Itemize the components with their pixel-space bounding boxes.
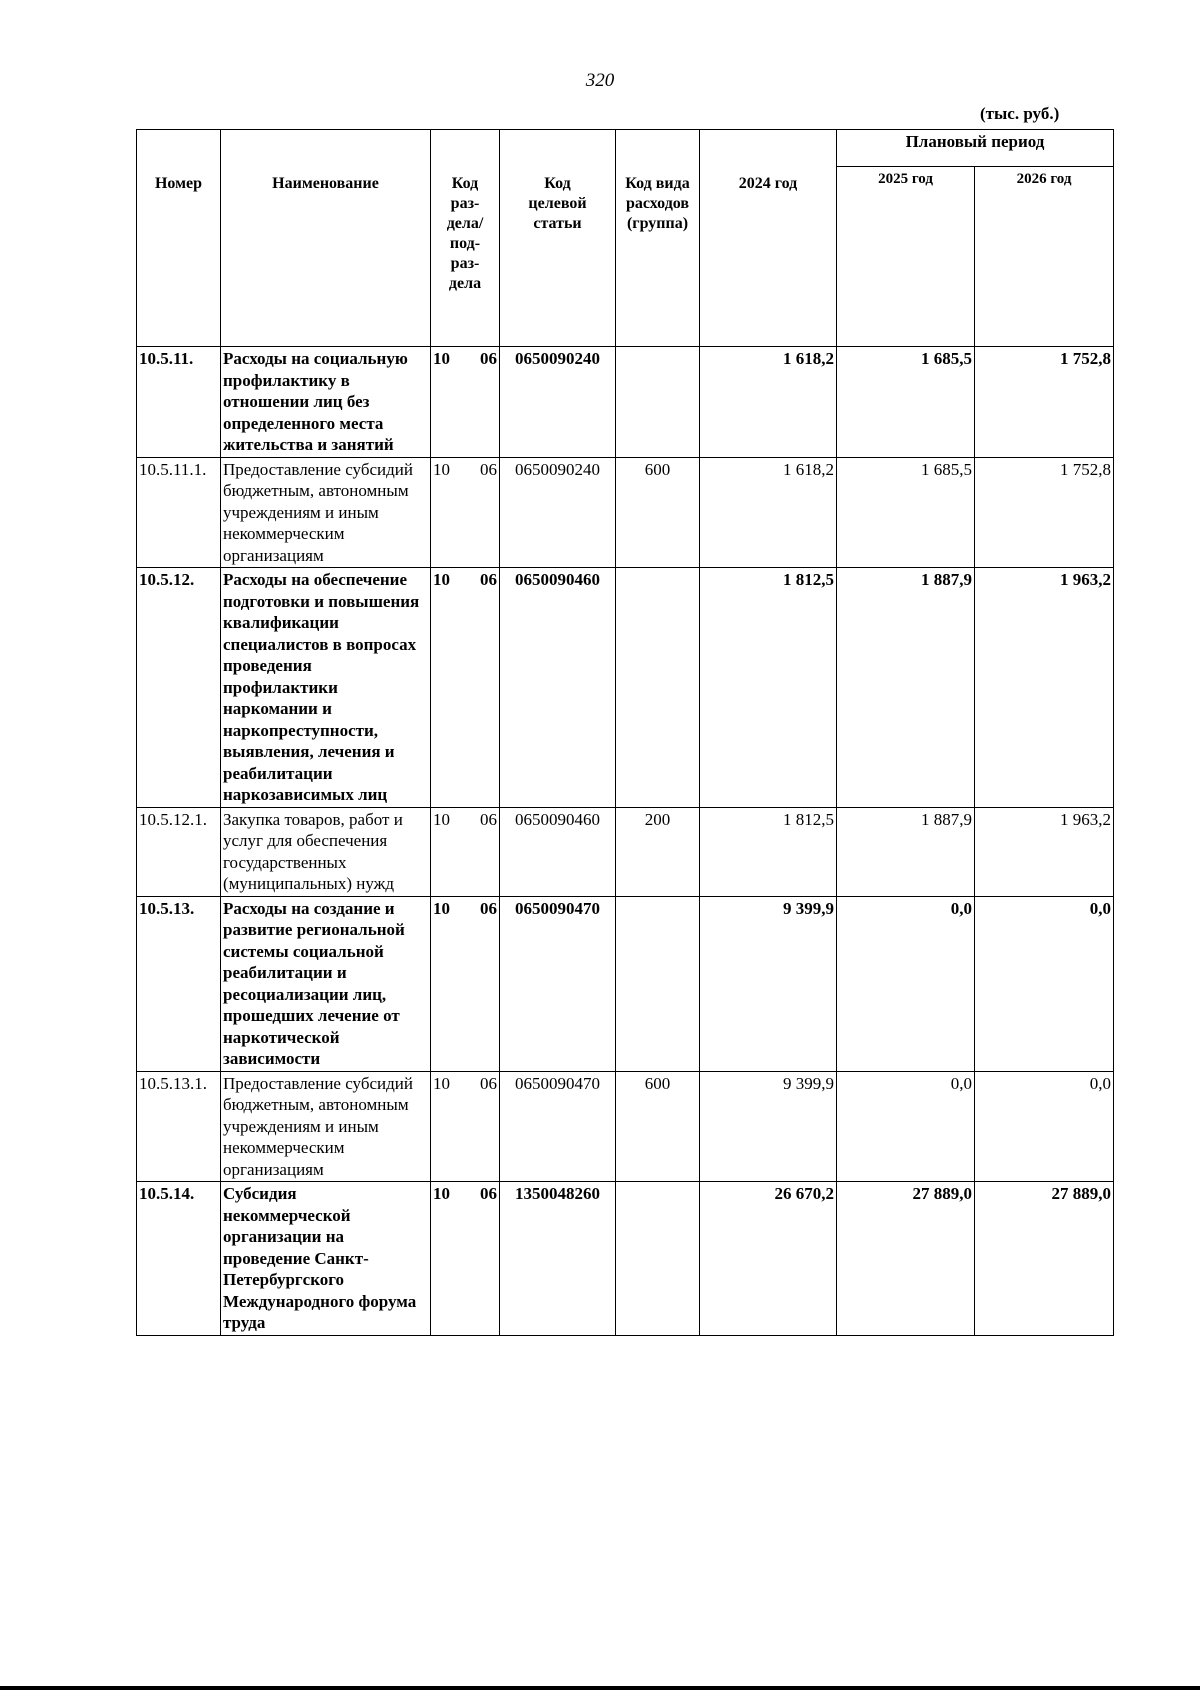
row-year-2026: 1 963,2 xyxy=(975,568,1114,808)
scan-bottom-edge xyxy=(0,1686,1200,1690)
row-section: 10 xyxy=(433,570,450,589)
row-target-code: 0650090470 xyxy=(500,896,616,1071)
row-year-2025: 1 685,5 xyxy=(837,347,975,458)
header-target-code-text: Код целевой статьи xyxy=(528,175,587,232)
row-section-code xyxy=(431,807,500,896)
row-expense-type: 600 xyxy=(616,457,700,568)
table-row xyxy=(137,457,1114,568)
row-section-code xyxy=(431,1182,500,1336)
header-section-code xyxy=(431,130,500,347)
units-label: (тыс. руб.) xyxy=(980,104,1060,123)
row-year-2024: 9 399,9 xyxy=(700,1071,837,1182)
row-year-2025: 0,0 xyxy=(837,1071,975,1182)
table-row xyxy=(137,568,1114,808)
row-expense-type: 200 xyxy=(616,807,700,896)
row-subsection: 06 xyxy=(480,570,497,589)
row-subsection: 06 xyxy=(480,1073,497,1093)
row-name: Предоставление субсидий бюджетным, автономным учреждениям и иным некоммерческим организациям xyxy=(221,457,431,568)
row-year-2026: 1 963,2 xyxy=(975,807,1114,896)
row-expense-type xyxy=(616,1182,700,1336)
row-target-code: 0650090460 xyxy=(500,568,616,808)
row-target-code: 0650090240 xyxy=(500,457,616,568)
row-expense-type xyxy=(616,896,700,1071)
row-target-code: 1350048260 xyxy=(500,1182,616,1336)
row-target-code: 0650090470 xyxy=(500,1071,616,1182)
row-year-2026: 27 889,0 xyxy=(975,1182,1114,1336)
row-section-code xyxy=(431,347,500,458)
row-year-2025: 1 887,9 xyxy=(837,568,975,808)
row-section-code xyxy=(431,568,500,808)
row-expense-type: 600 xyxy=(616,1071,700,1182)
row-year-2024: 1 618,2 xyxy=(700,457,837,568)
header-row xyxy=(137,130,1114,167)
row-subsection: 06 xyxy=(480,1184,497,1203)
header-number: Номер xyxy=(137,130,221,347)
row-section: 10 xyxy=(433,349,450,368)
header-year-2024: 2024 год xyxy=(700,130,837,347)
row-number: 10.5.12.1. xyxy=(137,807,221,896)
header-section-code-text: Код раз-дела/ под-раз-дела xyxy=(446,175,484,292)
header-year-2026: 2026 год xyxy=(975,167,1114,347)
page-number: 320 xyxy=(585,70,615,91)
header-expense-type: Код вида расходов (группа) xyxy=(616,130,700,347)
table-row xyxy=(137,1071,1114,1182)
row-subsection: 06 xyxy=(480,459,497,479)
table-row xyxy=(137,1182,1114,1336)
row-section: 10 xyxy=(433,1184,450,1203)
row-year-2024: 9 399,9 xyxy=(700,896,837,1071)
row-subsection: 06 xyxy=(480,898,497,918)
row-target-code: 0650090460 xyxy=(500,807,616,896)
row-name: Закупка товаров, работ и услуг для обеспечения государственных (муниципальных) нужд xyxy=(221,807,431,896)
row-name: Расходы на обеспечение подготовки и повышения квалификации специалистов в вопросах проведения профилактики наркомании и наркопреступности, выявления, лечения и реабилитации наркозависимых лиц xyxy=(221,568,431,808)
header-planned-period: Плановый период xyxy=(837,130,1114,167)
row-subsection: 06 xyxy=(480,349,497,368)
row-expense-type xyxy=(616,568,700,808)
table-row xyxy=(137,896,1114,1071)
header-name: Наименование xyxy=(221,130,431,347)
row-year-2025: 0,0 xyxy=(837,896,975,1071)
row-year-2024: 1 812,5 xyxy=(700,807,837,896)
budget-table xyxy=(136,129,1114,1336)
row-year-2026: 0,0 xyxy=(975,896,1114,1071)
row-number: 10.5.11. xyxy=(137,347,221,458)
row-year-2026: 1 752,8 xyxy=(975,457,1114,568)
row-number: 10.5.13. xyxy=(137,896,221,1071)
row-year-2026: 1 752,8 xyxy=(975,347,1114,458)
row-section: 10 xyxy=(433,809,450,829)
row-subsection: 06 xyxy=(480,809,497,829)
row-section: 10 xyxy=(433,459,450,479)
row-expense-type xyxy=(616,347,700,458)
row-number: 10.5.14. xyxy=(137,1182,221,1336)
row-year-2024: 26 670,2 xyxy=(700,1182,837,1336)
row-section: 10 xyxy=(433,1073,450,1093)
table-row xyxy=(137,807,1114,896)
row-name: Субсидия некоммерческой организации на проведение Санкт-Петербургского Международного форума труда xyxy=(221,1182,431,1336)
row-section: 10 xyxy=(433,898,450,918)
row-target-code: 0650090240 xyxy=(500,347,616,458)
row-section-code xyxy=(431,896,500,1071)
row-section-code xyxy=(431,1071,500,1182)
row-year-2025: 27 889,0 xyxy=(837,1182,975,1336)
row-name: Расходы на социальную профилактику в отношении лиц без определенного места жительства и занятий xyxy=(221,347,431,458)
row-year-2024: 1 812,5 xyxy=(700,568,837,808)
row-number: 10.5.13.1. xyxy=(137,1071,221,1182)
row-year-2024: 1 618,2 xyxy=(700,347,837,458)
row-year-2025: 1 887,9 xyxy=(837,807,975,896)
row-year-2026: 0,0 xyxy=(975,1071,1114,1182)
row-year-2025: 1 685,5 xyxy=(837,457,975,568)
table-body xyxy=(137,347,1114,1336)
row-section-code xyxy=(431,457,500,568)
row-name: Предоставление субсидий бюджетным, автономным учреждениям и иным некоммерческим организациям xyxy=(221,1071,431,1182)
header-target-code xyxy=(500,130,616,347)
row-name: Расходы на создание и развитие региональной системы социальной реабилитации и ресоциализации лиц, прошедших лечение от наркотической зависимости xyxy=(221,896,431,1071)
table-row xyxy=(137,347,1114,458)
row-number: 10.5.11.1. xyxy=(137,457,221,568)
header-year-2025: 2025 год xyxy=(837,167,975,347)
row-number: 10.5.12. xyxy=(137,568,221,808)
